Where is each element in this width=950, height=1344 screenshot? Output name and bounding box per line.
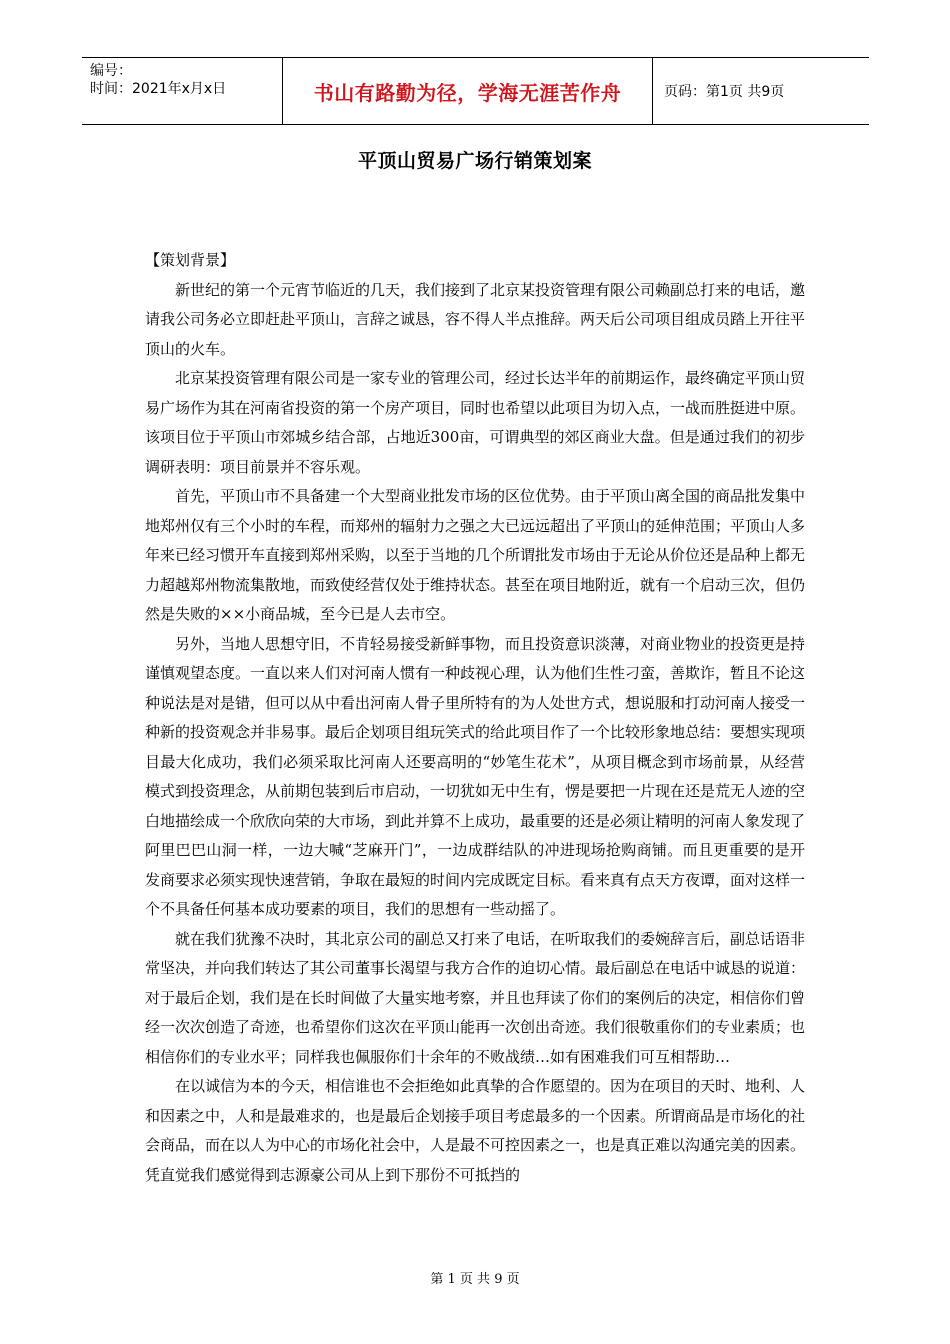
document-title: 平顶山贸易广场行销策划案 xyxy=(357,150,592,172)
header-divider-right xyxy=(652,58,653,124)
paragraph-5: 就在我们犹豫不决时，其北京公司的副总又打来了电话，在听取我们的委婉辞言后，副总话语非常坚决，并向我们转达了其公司董事长渴望与我方合作的迫切心情。最后副总在电话中诚恳的说道：对于最后企划，我们是在长时间做了大量实地考察，并且也拜读了你们的案例后的决定，相信你们曾经一次次创造了奇迹，也希望你们这次在平顶山能再一次创出奇迹。我们很敬重你们的专业素质；也相信你们的专业水平；同样我也佩服你们十余年的不败战绩…如有困难我们可互相帮助… xyxy=(145,929,806,1066)
document-body xyxy=(145,246,805,1190)
header-page-info: 页码：第1页 共9页 xyxy=(664,84,785,100)
paragraph-2: 北京某投资管理有限公司是一家专业的管理公司，经过长达半年的前期运作，最终确定平顶山贸易广场作为其在河南省投资的第一个房产项目，同时也希望以此项目为切入点，一战而胜挺进中原。该项目位于平顶山市郊城乡结合部，占地近300亩，可谓典型的郊区商业大盘。但是通过我们的初步调研表明：项目前景并不容乐观。 xyxy=(145,369,806,476)
header-motto: 书山有路勤为径，学海无涯苦作舟 xyxy=(313,80,622,105)
page-footer: 第 1 页 共 9 页 xyxy=(430,1272,520,1287)
section-heading: 【策划背景】 xyxy=(145,251,236,269)
paragraph-4: 另外，当地人思想守旧，不肯轻易接受新鲜事物，而且投资意识淡薄，对商业物业的投资更是持谨慎观望态度。一直以来人们对河南人惯有一种歧视心理，认为他们生性刁蛮，善欺诈，暂且不论这种说法是对是错，但可以从中看出河南人骨子里所特有的为人处世方式，想说服和打动河南人接受一种新的投资观念并非易事。最后企划项目组玩笑式的给此项目作了一个比较形象地总结：要想实现项目最大化成功，我们必须采取比河南人还要高明的“妙笔生花术”，从项目概念到市场前景，从经营模式到投资理念，从前期包装到后市启动，一切犹如无中生有，愣是要把一片现在还是荒无人迹的空白地描绘成一个欣欣向荣的大市场，到此并算不上成功，最重要的还是必须让精明的河南人象发现了阿里巴巴山洞一样，一边大喊“芝麻开门”，一边成群结队的冲进现场抢购商铺。而且更重要的是开发商要求必须实现快速营销，争取在最短的时间内完成既定目标。看来真有点天方夜谭，面对这样一个不具备任何基本成功要素的项目，我们的思想有一些动摇了。 xyxy=(145,634,806,918)
document-date: 时间：2021年x月x日 xyxy=(90,81,227,97)
paragraph-1: 新世纪的第一个元宵节临近的几天，我们接到了北京某投资管理有限公司赖副总打来的电话，邀请我公司务必立即赶赴平顶山，言辞之诚恳，容不得人半点推辞。两天后公司项目组成员踏上开往平顶山的火车。 xyxy=(145,280,806,358)
paragraph-3: 首先，平顶山市不具备建一个大型商业批发市场的区位优势。由于平顶山离全国的商品批发集中地郑州仅有三个小时的车程，而郑州的辐射力之强之大已远远超出了平顶山的延伸范围；平顶山人多年来已经习惯开车直接到郑州采购，以至于当地的几个所谓批发市场由于无论从价位还是品种上都无力超越郑州物流集散地，而致使经营仅处于维持状态。甚至在项目地附近，就有一个启动三次，但仍然是失败的××小商品城，至今已是人去市空。 xyxy=(145,487,806,623)
page-header xyxy=(82,57,869,125)
document-number-label: 编号： xyxy=(90,63,132,79)
header-meta xyxy=(90,62,280,98)
paragraph-6: 在以诚信为本的今天，相信谁也不会拒绝如此真挚的合作愿望的。因为在项目的天时、地利、人和因素之中，人和是最难求的，也是最后企划接手项目考虑最多的一个因素。所谓商品是市场化的社会商品，而在以人为中心的市场化社会中，人是最不可控因素之一，也是真正难以沟通完美的因素。凭直觉我们感觉得到志源豪公司从上到下那份不可抵挡的 xyxy=(145,1077,806,1184)
